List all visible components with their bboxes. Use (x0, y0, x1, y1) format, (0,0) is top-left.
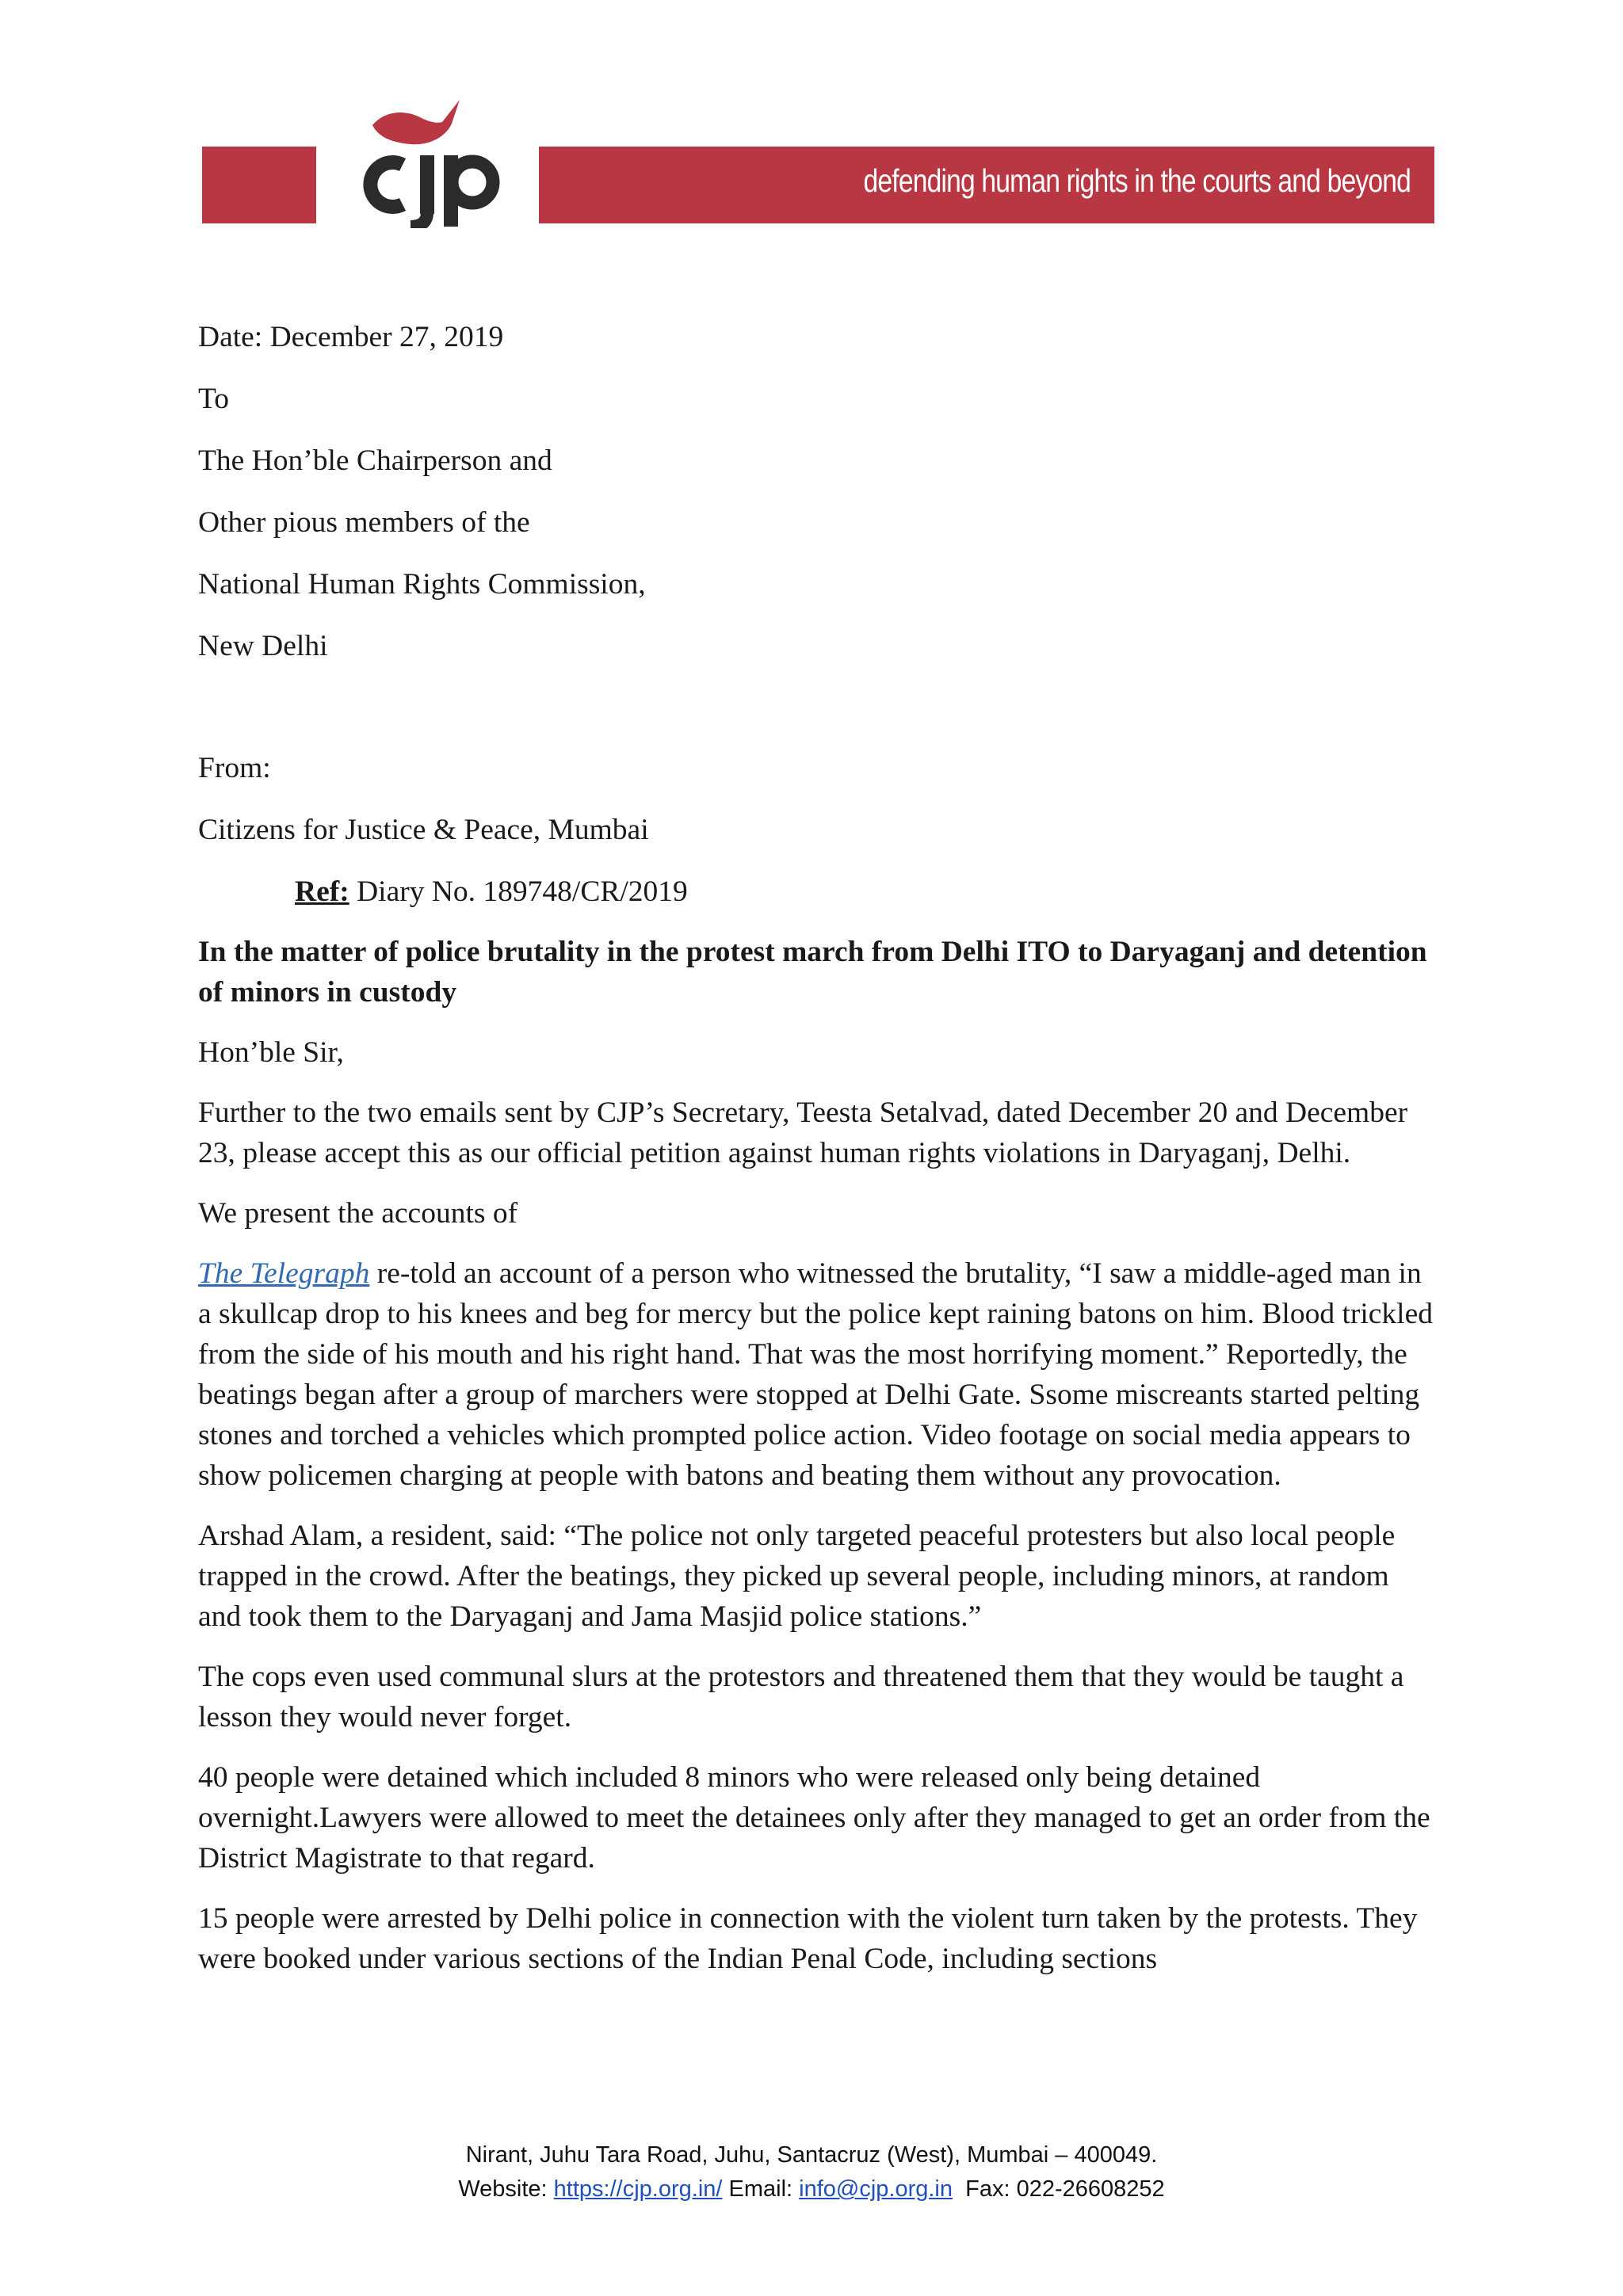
ref-label: Ref: (295, 875, 349, 908)
letter-date: Date: December 27, 2019 (198, 321, 504, 353)
paragraph (198, 1253, 1434, 1496)
salutation: Hon’ble Sir, (198, 1036, 344, 1069)
letter-subject: In the matter of police brutality in the protest march from Delhi ITO to Daryaganj and detention of minors in custody (198, 936, 1427, 1009)
email-link[interactable]: info@cjp.org.in (799, 2176, 953, 2202)
recipient-line: New Delhi (198, 630, 328, 662)
sender-name: Citizens for Justice & Peace, Mumbai (198, 814, 649, 846)
email-label: Email: (722, 2176, 800, 2202)
paragraph-text: re-told an account of a person who witnessed the brutality, “I saw a middle-aged man in a skullcap drop to his knees and beg for mercy but the police kept raining batons on him. Blood trickled from the side of his mouth and his right hand. That was the most horrifying moment.” Reportedly, the beatings began after a group of marchers were stopped at Delhi Gate. Ssome miscreants started pelting stones and torched a vehicles which prompted police action. Video footage on social media appears to show policemen charging at people with batons and beating them without any provocation. (198, 1257, 1433, 1492)
paragraph: 40 people were detained which included 8 minors who were released only being detained overnight.Lawyers were allowed to meet the detainees only after they managed to get an order from the District Magistrate to that regard. (198, 1761, 1430, 1875)
cjp-logo (341, 93, 515, 228)
logo-text: cjp (341, 93, 342, 94)
from-label: From: (198, 752, 271, 784)
bird-icon (372, 100, 460, 144)
recipient-line: The Hon’ble Chairperson and (198, 444, 552, 477)
paragraph: We present the accounts of (198, 1197, 518, 1230)
website-link[interactable]: https://cjp.org.in/ (553, 2176, 723, 2202)
letterhead-bar-left (202, 147, 316, 223)
letterhead-tagline: defending human rights in the courts and beyond (863, 162, 1411, 199)
letter-body (198, 317, 1434, 1999)
telegraph-link[interactable]: The Telegraph (198, 1257, 370, 1290)
to-label: To (198, 383, 230, 415)
website-label: Website: (458, 2176, 554, 2202)
footer-contact (0, 2176, 1623, 2203)
fax-text: Fax: 022-26608252 (953, 2176, 1165, 2202)
recipient-line: National Human Rights Commission, (198, 568, 646, 601)
recipient-line: Other pious members of the (198, 506, 530, 539)
paragraph: 15 people were arrested by Delhi police in connection with the violent turn taken by the protests. They were booked under various sections of the Indian Penal Code, including sections (198, 1902, 1418, 1975)
reference-line (198, 871, 1434, 912)
paragraph: Further to the two emails sent by CJP’s Secretary, Teesta Setalvad, dated December 20 and December 23, please accept this as our official petition against human rights violations in Daryaganj, Delhi. (198, 1097, 1408, 1169)
footer-address: Nirant, Juhu Tara Road, Juhu, Santacruz (West), Mumbai – 400049. (465, 2142, 1158, 2168)
paragraph: Arshad Alam, a resident, said: “The police not only targeted peaceful protesters but also local people trapped in the crowd. After the beatings, they picked up several people, including minors, at random and took them to the Daryaganj and Jama Masjid police stations.” (198, 1520, 1396, 1633)
ref-value: Diary No. 189748/CR/2019 (349, 875, 688, 908)
letterhead-bar-right (539, 147, 1434, 223)
paragraph: The cops even used communal slurs at the protestors and threatened them that they would be taught a lesson they would never forget. (198, 1661, 1404, 1733)
